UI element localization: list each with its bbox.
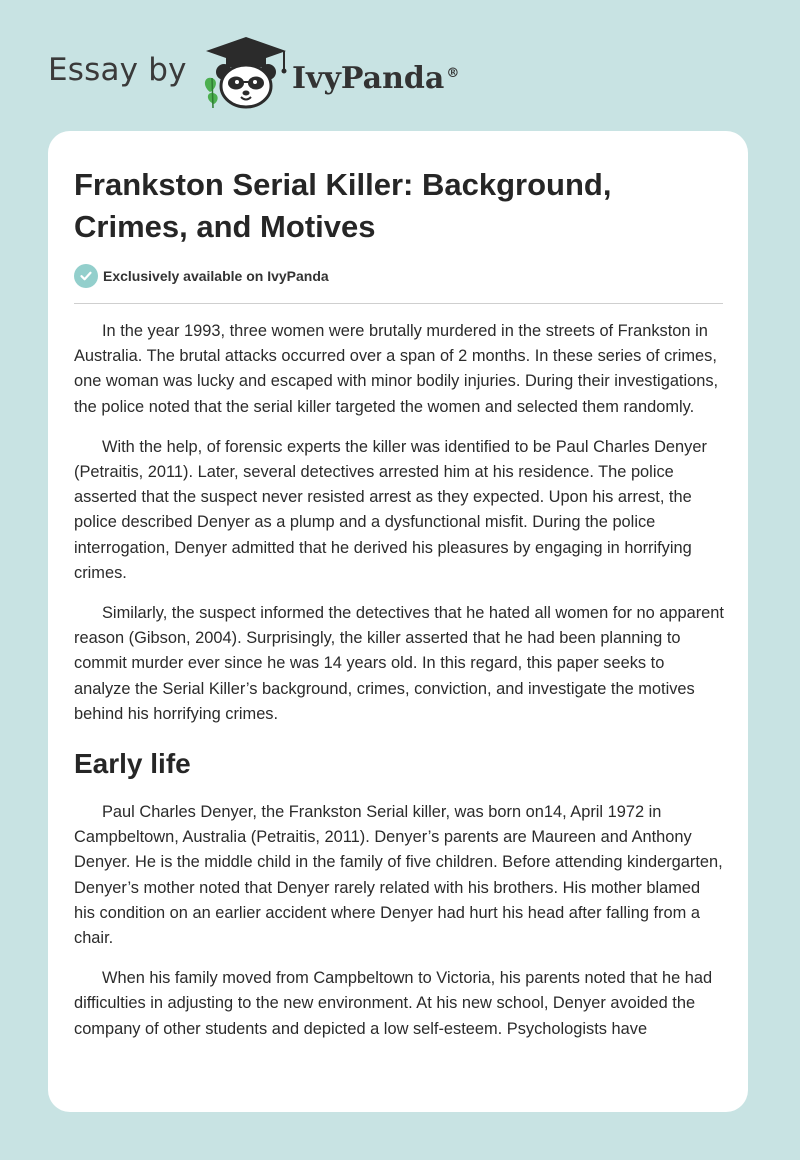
exclusive-badge — [74, 263, 329, 289]
registered-mark: ® — [446, 66, 460, 81]
essay-card — [48, 131, 748, 1112]
section-heading-early-life: Early life — [74, 748, 191, 780]
essay-body — [74, 319, 724, 1057]
brand-text: IvyPanda — [292, 61, 445, 96]
check-circle-icon — [74, 264, 98, 288]
ivypanda-panda-icon — [200, 34, 292, 110]
body-paragraph: Paul Charles Denyer, the Frankston Serial killer, was born on14, April 1972 in Campbeltown, Australia (Petraitis, 2011). Denyer’s parents are Maureen and Anthony Denyer. He is the middle child in the family of five children. Before attending kindergarten, Denyer’s mother noted that Denyer rarely related with his brothers. His mother blamed his condition on an earlier accident where Denyer had hurt his head after falling from a chair. — [74, 803, 723, 948]
exclusive-badge-label: Exclusively available on IvyPanda — [103, 268, 329, 284]
essay-by-label: Essay by — [48, 52, 187, 88]
title-divider — [74, 303, 723, 304]
body-paragraph: In the year 1993, three women were brutally murdered in the streets of Frankston in Australia. The brutal attacks occurred over a span of 2 months. In these series of crimes, one woman was lucky and escaped with minor bodily injuries. During their investigations, the police noted that the serial killer targeted the women and selected them randomly. — [74, 322, 719, 416]
body-paragraph: With the help, of forensic experts the killer was identified to be Paul Charles Denyer (Petraitis, 2011). Later, several detectives arrested him at his residence. The police asserted that the suspect never resisted arrest as they expected. Upon his arrest, the police described Denyer as a plump and a dysfunctional misfit. During the police interrogation, Denyer admitted that he derived his pleasures by engaging in horrifying crimes. — [74, 437, 707, 582]
checkmark-icon — [79, 269, 93, 283]
ivypanda-wordmark — [292, 54, 459, 99]
site-header — [0, 0, 800, 130]
body-paragraph: Similarly, the suspect informed the detectives that he hated all women for no apparent reason (Gibson, 2004). Surprisingly, the killer asserted that he had been planning to commit murder ever since he was 14 years old. In this regard, this paper seeks to analyze the Serial Killer’s background, crimes, conviction, and investigate the motives behind his horrifying crimes. — [74, 604, 724, 723]
essay-title: Frankston Serial Killer: Background, Crimes, and Motives — [74, 167, 612, 244]
body-paragraph: When his family moved from Campbeltown to Victoria, his parents noted that he had difficulties in adjusting to the new environment. At his new school, Denyer avoided the company of other students and depicted a low self-esteem. Psychologists have — [74, 969, 713, 1038]
